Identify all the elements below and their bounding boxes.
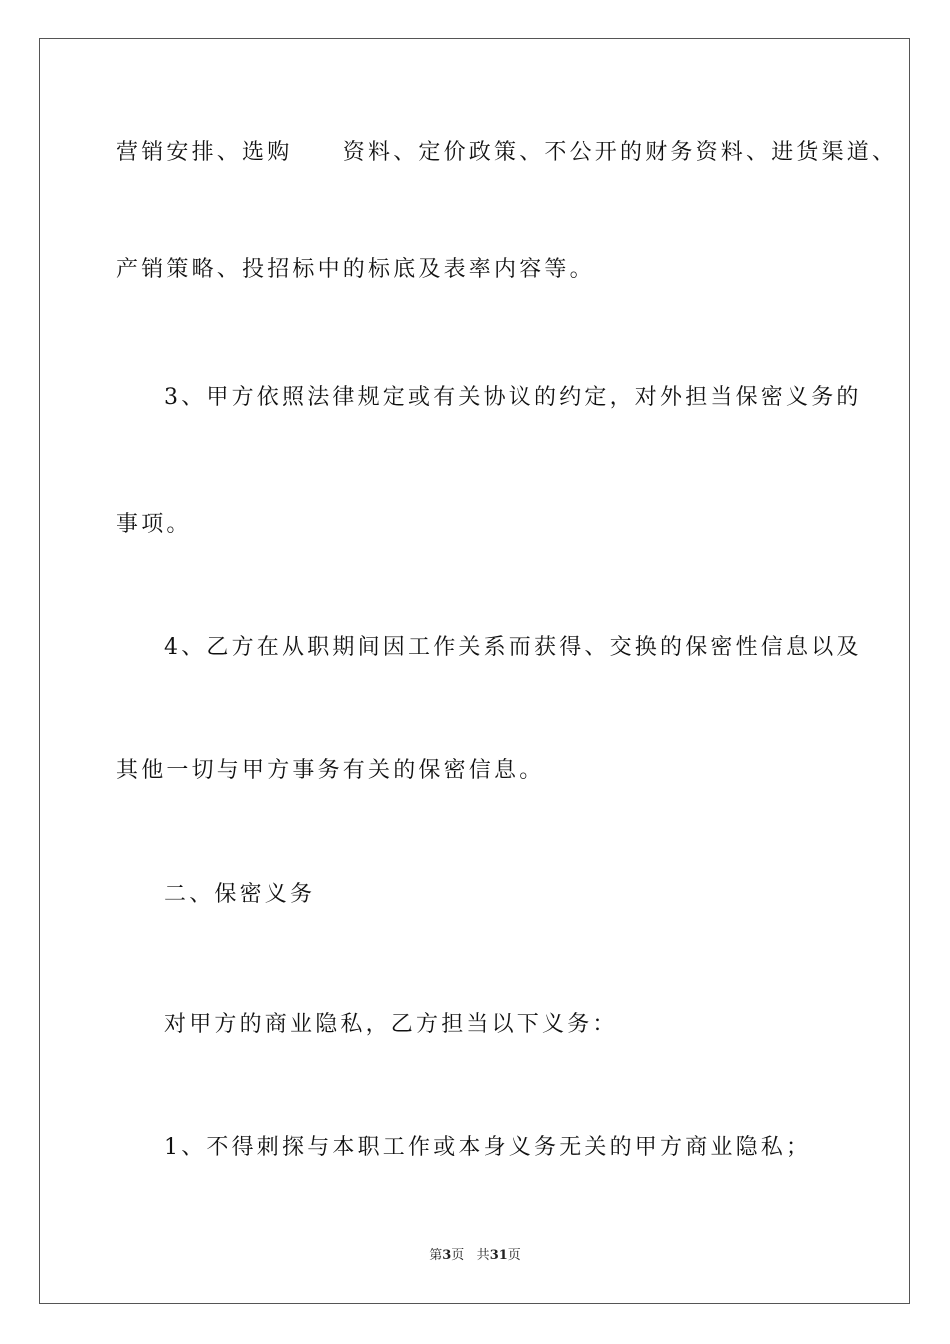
footer-total-pages: 31 (489, 1248, 508, 1263)
footer-page-prefix: 第 (429, 1248, 443, 1263)
body-line-8: 对甲方的商业隐私，乙方担当以下义务： (164, 1012, 618, 1037)
body-line-6: 其他一切与甲方事务有关的保密信息。 (116, 758, 545, 783)
body-line-9: 1、不得刺探与本职工作或本身义务无关的甲方商业隐私； (164, 1135, 812, 1160)
body-line-5: 4、乙方在从职期间因工作关系而获得、交换的保密性信息以及 (164, 635, 862, 660)
body-line-3: 3、甲方依照法律规定或有关协议的约定，对外担当保密义务的 (164, 385, 862, 410)
page-footer (0, 1247, 950, 1265)
body-line-4: 事项。 (116, 512, 192, 537)
footer-total-prefix: 共 (476, 1248, 490, 1263)
body-line-1: 营销安排、选购 资料、定价政策、不公开的财务资料、进货渠道、 (116, 140, 898, 165)
body-line-2: 产销策略、投招标中的标底及表率内容等。 (116, 257, 595, 282)
footer-total-suffix: 页 (507, 1248, 521, 1263)
footer-page-number: 3 (442, 1248, 452, 1263)
section-heading: 二、保密义务 (164, 882, 316, 907)
page-frame (39, 38, 910, 1304)
footer-page-suffix: 页 (451, 1248, 465, 1263)
